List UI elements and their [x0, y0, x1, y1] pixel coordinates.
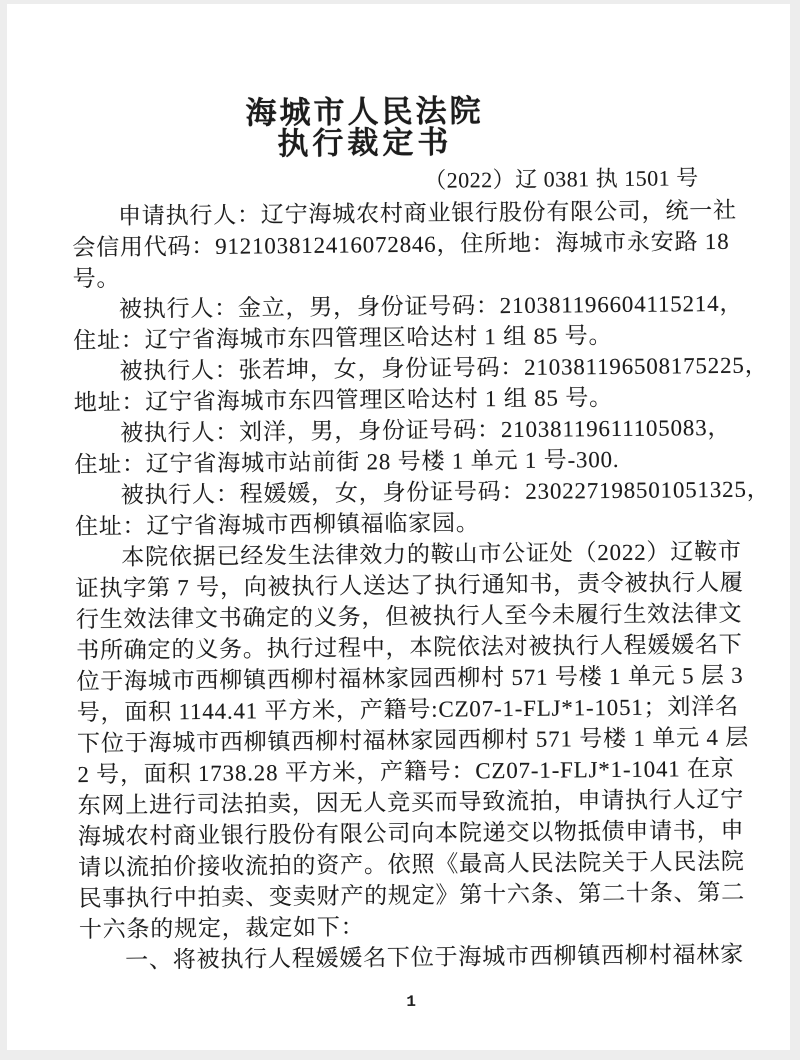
text-line: 被执行人：金立，男，身份证号码：210381196604115214， — [118, 290, 744, 322]
text-line: 住址：辽宁省海城市站前街 28 号楼 1 单元 1 号-300. — [74, 446, 620, 478]
text-line: 申请执行人：辽宁海城农村商业银行股份有限公司，统一社 — [117, 197, 737, 229]
text-line: 被执行人：张若坤，女，身份证号码：210381196508175225， — [119, 352, 769, 384]
text-line: 住址：辽宁省海城市西柳镇福临家园。 — [74, 510, 480, 540]
text-line: 海城农村商业银行股份有限公司向本院递交以物抵债申请书，申 — [77, 817, 745, 850]
text-line: 东网上进行司法拍卖，因无人竞买而导致流拍，申请执行人辽宁 — [77, 786, 745, 819]
text-line: 行生效法律文书确定的义务，但被执行人至今未履行生效法律文 — [75, 600, 743, 633]
text-line: 一、将被执行人程媛媛名下位于海城市西柳镇西柳村福林家 — [125, 941, 745, 973]
document-page — [7, 4, 790, 1050]
court-name: 海城市人民法院 — [245, 93, 484, 131]
text-line: 号，面积 1144.41 平方米，产籍号:CZ07-1-FLJ*1-1051；刘洋名 — [76, 693, 739, 726]
text-line: 民事执行中拍卖、变卖财产的规定》第十六条、第二十条、第二 — [78, 879, 746, 912]
text-line: 2 号，面积 1738.28 平方米，产籍号：CZ07-1-FLJ*1-1041 在京 — [77, 755, 735, 788]
text-line: 地址：辽宁省海城市东四管理区哈达村 1 组 85 号。 — [73, 385, 614, 416]
text-line: 本院依据已经发生法律效力的鞍山市公证处（2022）辽鞍市 — [121, 538, 742, 570]
text-line: 会信用代码：912103812416072846，住所地：海城市永安路 18 — [72, 228, 730, 261]
text-line: 证执字第 7 号，向被执行人送达了执行通知书，责令被执行人履 — [75, 569, 744, 602]
text-line: 书所确定的义务。执行过程中，本院依法对被执行人程媛媛名下 — [76, 631, 743, 664]
text-line: 被执行人：刘洋，男，身份证号码：21038119611105083， — [119, 414, 732, 446]
text-line: 十六条的规定，裁定如下： — [78, 914, 365, 943]
text-line: 被执行人：程媛媛，女，身份证号码：230227198501051325， — [120, 476, 771, 508]
document-body — [72, 195, 771, 976]
document-title: 执行裁定书 — [277, 124, 453, 162]
text-line: 请以流拍价接收流拍的资产。依照《最高人民法院关于人民法院 — [78, 848, 745, 881]
text-line: 住址：辽宁省海城市东四管理区哈达村 1 组 85 号。 — [73, 323, 613, 354]
document-header — [0, 93, 756, 163]
text-line: 位于海城市西柳镇西柳村福林家园西柳村 571 号楼 1 单元 5 层 3 — [76, 662, 744, 695]
text-line: 号。 — [72, 265, 121, 292]
page-number: 1 — [406, 992, 416, 1012]
document-content — [2, 0, 795, 1053]
text-line: 下位于海城市西柳镇西柳村福林家园西柳村 571 号楼 1 单元 4 层 — [76, 724, 750, 757]
case-number: （2022）辽 0381 执 1501 号 — [424, 165, 699, 193]
